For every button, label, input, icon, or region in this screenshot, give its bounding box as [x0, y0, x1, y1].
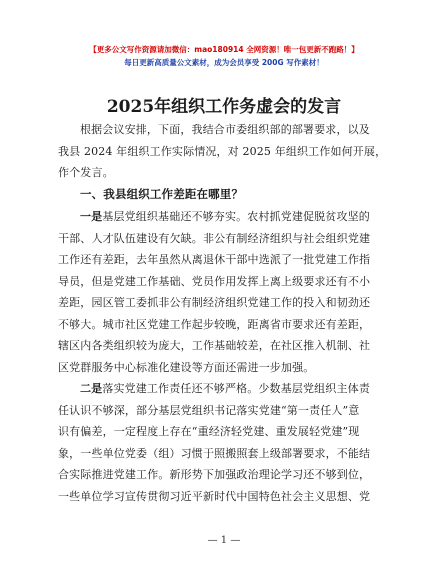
page-number: — 1 —: [207, 535, 241, 546]
intro-line: 根据会议安排，下面，我结合市委组织部的部署要求，以及: [80, 123, 370, 136]
paragraph-line: [58, 206, 394, 228]
paragraph-line: 不够大。城市社区党建工作起步较晚，距离省市要求还有差距，: [58, 317, 371, 331]
paragraph-line: 识有偏差，一定程度上存在“重经济轻党建、重发展轻党建”现: [58, 425, 360, 438]
promo-banner-prefix: 【更多公文写作资源请加微信：: [89, 45, 195, 54]
paragraph-lead-rest: 基层党组织基础还不够夯实。农村抓党建促脱贫攻坚的: [102, 210, 370, 223]
paragraph-one: [58, 206, 394, 378]
paragraph-line: 干部、人才队伍建设有欠缺。非公有制经济组织与社会组织党建: [58, 231, 371, 245]
paragraph-line: 差距，园区管工委抓非公有制经济组织党建工作的投入和韧劲还: [58, 296, 371, 309]
paragraph-lead-rest: 落实党建工作责任还不够严格。少数基层党组织主体责: [102, 382, 370, 395]
promo-banner-bottom: 每日更新高质量公文素材，成为会员享受 200G 写作素材！: [124, 58, 324, 67]
paragraph-lead: 一是: [80, 210, 103, 223]
paragraph-two: [58, 378, 394, 507]
promo-banner-suffix: 全网资源！唯一包更新不跑路！】: [243, 45, 359, 54]
paragraph-line: 区党群服务中心标准化建设等方面还需进一步加强。: [58, 360, 315, 374]
paragraph-line: 工作还有差距，去年虽然从离退休干部中选派了一批党建工作指: [58, 253, 371, 266]
promo-wechat-id: mao180914: [194, 45, 244, 54]
section-heading-text: 一、我县组织工作差距在哪里？: [80, 187, 244, 201]
paragraph-line: [58, 378, 394, 400]
promo-banner-top: [0, 44, 448, 55]
document-title: 2025年组织工作务虚会的发言: [106, 97, 342, 117]
intro-paragraph: [58, 119, 394, 184]
paragraph-line: 一些单位学习宣传贯彻习近平新时代中国特色社会主义思想、党: [58, 489, 371, 503]
paragraph-lead: 二是: [80, 382, 103, 395]
paragraph-line: 任认识不够深，部分基层党组织书记落实党建“第一责任人”意: [58, 403, 360, 417]
section-heading-1: [58, 184, 394, 206]
paragraph-line: 导员，但是党建工作基础、党员作用发挥上离上级要求还有不小: [58, 274, 371, 288]
paragraph-line: 象，一些单位党委（组）习惯于照搬照套上级部署要求，不能结: [58, 446, 371, 460]
paragraph-line: 合实际推进党建工作。新形势下加强政治理论学习还不够到位，: [58, 468, 371, 481]
intro-line: 我县 2024 年组织工作实际情况，对 2025 年组织工作如何开展，: [58, 144, 387, 158]
intro-line: 作个发言。: [58, 166, 114, 179]
paragraph-line: 辖区内各类组织较为庞大，工作基础较差，在社区推入机制、社: [58, 339, 371, 352]
